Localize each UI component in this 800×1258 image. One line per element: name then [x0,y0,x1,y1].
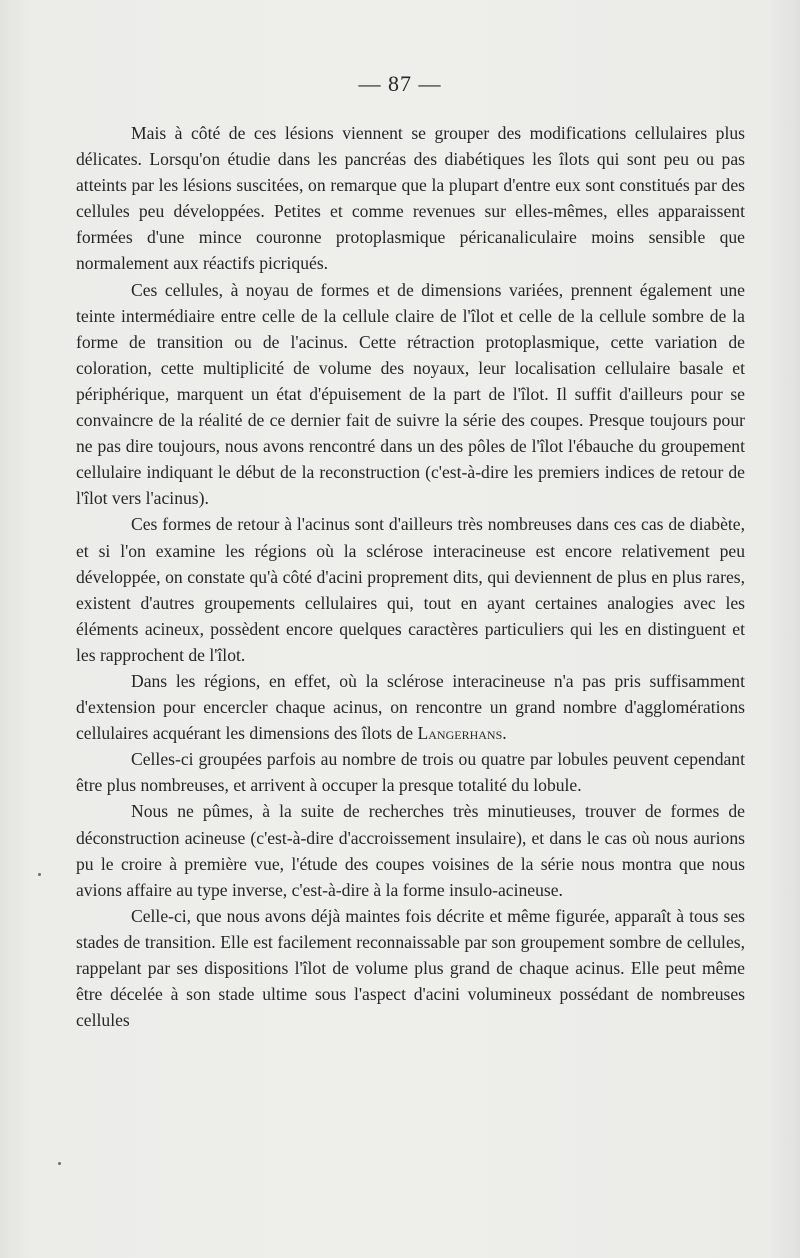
paragraph-4-end: . [502,723,507,744]
scan-speck [38,873,41,876]
author-name: Langerhans [417,723,503,744]
paragraph-3: Ces formes de retour à l'acinus sont d'ailleurs très nombreuses dans ces cas de diabète, et si l'on examine les régions où la sclérose interacineuse est encore relativement peu développée, on constate qu'à côté d'acini proprement dits, qui deviennent de plus en plus rares, existent d'autres groupements cellulaires qui, tout en ayant certaines analogies avec les éléments acineux, possèdent encore quelques caractères particuliers qui les en distinguent et les rapprochent de l'îlot. [76,514,745,665]
page-number: — 87 — [358,71,442,96]
paragraph-4-text: Dans les régions, en effet, où la sclérose interacineuse n'a pas pris suffisamment d'extension pour encercler chaque acinus, on rencontre un grand nombre d'agglomérations cellulaires acquérant les dimensions des îlots de [76,670,745,744]
paragraph-4 [76,668,745,746]
paragraph-5: Celles-ci groupées parfois au nombre de trois ou quatre par lobules peuvent cependant être plus nombreuses, et arrivent à occuper la presque totalité du lobule. [76,749,745,796]
paragraph-2: Ces cellules, à noyau de formes et de dimensions variées, prennent également une teinte intermédiaire entre celle de la cellule claire de l'îlot et celle de la cellule sombre de la forme de transition ou de l'acinus. Cette rétraction protoplasmique, cette variation de coloration, cette multiplicité de volume des noyaux, leur localisation cellulaire basale et périphérique, marquent un état d'épuisement de la part de l'îlot. Il suffit d'ailleurs pour se convaincre de la réalité de ce dernier fait de suivre la série des coupes. Presque toujours pour ne pas dire toujours, nous avons rencontré dans un des pôles de l'îlot l'ébauche du groupement cellulaire indiquant le début de la reconstruction (c'est-à-dire les premiers indices de retour de l'îlot vers l'acinus). [76,279,745,509]
paragraph-1: Mais à côté de ces lésions viennent se grouper des modifications cellulaires plus délicates. Lorsqu'on étudie dans les pancréas des diabétiques les îlots qui sont peu ou pas atteints par les lésions suscitées, on remarque que la plupart d'entre eux sont constitués par des cellules peu développées. Petites et comme revenues sur elles-mêmes, elles apparaissent formées d'une mince couronne protoplasmique péricanaliculaire moins sensible que normalement aux réactifs picriqués. [76,123,745,274]
body-text [76,120,745,1033]
paragraph-6: Nous ne pûmes, à la suite de recherches très minutieuses, trouver de formes de déconstruction acineuse (c'est-à-dire d'accroissement insulaire), et dans le cas où nous aurions pu le croire à première vue, l'étude des coupes voisines de la série nous montra que nous avions affaire au type inverse, c'est-à-dire à la forme insulo-acineuse. [76,801,745,900]
paragraph-7: Celle-ci, que nous avons déjà maintes fois décrite et même figurée, apparaît à tous ses stades de transition. Elle est facilement reconnaissable par son groupement sombre de cellules, rappelant par ses dispositions l'îlot de volume plus grand de chaque acinus. Elle peut même être décelée à son stade ultime sous l'aspect d'acini volumineux possédant de nombreuses cellules [76,905,745,1031]
scan-speck [58,1162,61,1165]
